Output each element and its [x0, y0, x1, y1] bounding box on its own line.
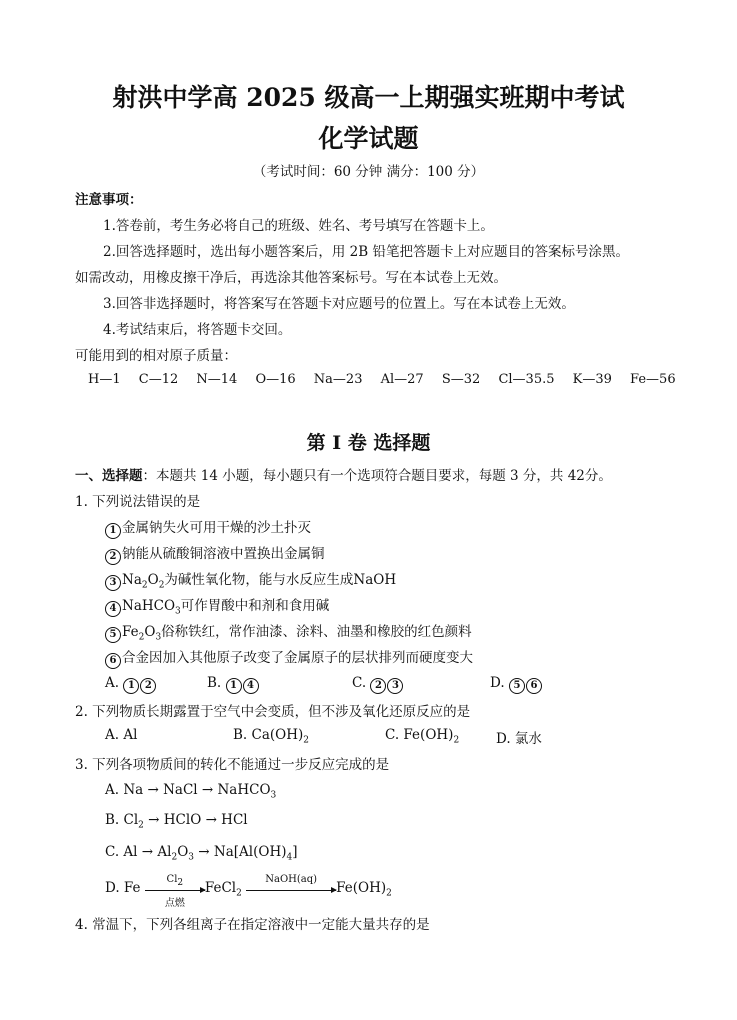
q3-stem: 3. 下列各项物质间的转化不能通过一步反应完成的是 [75, 757, 390, 773]
formula-sub: 2 [138, 820, 144, 831]
q3-option-a-text: A. Na → NaCl → NaHCO [105, 782, 271, 798]
instruction-heading: 一、选择题 [75, 468, 143, 484]
q2-option-b-text: B. Ca(OH) [233, 727, 304, 743]
q3-option-c-text: C. Al → Al [105, 844, 172, 860]
formula-part: Fe [122, 624, 139, 640]
q4-stem: 4. 常温下，下列各组离子在指定溶液中一定能大量共存的是 [75, 917, 430, 933]
reaction-arrow-2 [246, 874, 336, 891]
q1-statement-6-text: 合金因加入其他原子改变了金属原子的层状排列而硬度变大 [122, 650, 473, 666]
exam-info: （考试时间：60 分钟 满分：100 分） [252, 164, 485, 180]
formula-sub: 2 [386, 888, 392, 899]
circled-5: 5 [105, 627, 121, 643]
reagent-text: Cl [166, 874, 178, 885]
circled-4: 4 [105, 601, 121, 617]
q1-option-b [207, 675, 260, 694]
formula-sub: 4 [286, 852, 293, 863]
q2-option-a: A. Al [105, 727, 138, 743]
q2-option-d: D. 氯水 [496, 731, 542, 747]
formula-sub: 2 [303, 735, 309, 746]
option-letter: B. [207, 675, 222, 691]
q3-option-b-rest: → HClO → HCl [143, 812, 248, 828]
circled-5: 5 [509, 678, 525, 694]
arrow-1-condition: 点燃 [164, 898, 185, 909]
formula-sub: 2 [453, 735, 460, 746]
q3-option-c [105, 844, 298, 863]
arrow-2-reagent: NaOH(aq) [265, 874, 318, 885]
mass-o: O—16 [255, 372, 296, 387]
bracket-close: ] [292, 844, 298, 860]
circled-2: 2 [105, 549, 121, 565]
arrow-shaft [145, 890, 205, 891]
q1-statement-3-text: 为碱性氧化物，能与水反应生成NaOH [164, 572, 397, 588]
q2-option-c [385, 727, 459, 746]
section-title: 第 I 卷 选择题 [306, 432, 431, 454]
circled-6: 6 [526, 678, 542, 694]
mass-c: C—12 [138, 372, 179, 387]
circled-4: 4 [243, 678, 259, 694]
q1-statement-5-text: 俗称铁红，常作油漆、涂料、油墨和橡胶的红色颜料 [161, 624, 472, 640]
reaction-arrow-1 [145, 874, 205, 909]
circled-1: 1 [123, 678, 139, 694]
circled-2: 2 [370, 678, 386, 694]
q1-statement-6 [105, 646, 473, 669]
formula-sub: 2 [158, 580, 165, 591]
q3-option-b [105, 812, 248, 831]
notice-item-4: 4.考试结束后，将答题卡交回。 [103, 322, 292, 338]
mass-k: K—39 [572, 372, 612, 387]
circled-1: 1 [226, 678, 242, 694]
circled-3: 3 [387, 678, 403, 694]
q2-stem: 2. 下列物质长期露置于空气中会变质，但不涉及氧化还原反应的是 [75, 704, 471, 720]
formula-part: FeCl [204, 880, 237, 896]
q1-statement-4 [105, 594, 329, 617]
formula-sub: 3 [155, 632, 162, 643]
exam-subject: 化学试题 [318, 124, 419, 153]
instruction-text: ：本题共 14 小题，每小题只有一个选项符合题目要求，每题 3 分，共 42分。 [142, 468, 612, 484]
section-instruction [75, 464, 612, 484]
mass-h: H—1 [88, 372, 121, 387]
q1-option-d [490, 675, 543, 694]
formula-part: O [177, 844, 189, 860]
option-letter: D. [490, 675, 505, 691]
notice-heading: 注意事项： [75, 192, 143, 208]
formula-part: NaHCO [122, 598, 176, 614]
notice-item-2-cont: 如需改动，用橡皮擦干净后，再选涂其他答案标号。写在本试卷上无效。 [75, 270, 507, 286]
q3-option-b-text: B. Cl [105, 812, 139, 828]
q1-statement-5 [105, 620, 472, 643]
mass-cl: Cl—35.5 [498, 372, 555, 387]
formula-sub: 2 [177, 878, 184, 888]
circled-1: 1 [105, 523, 121, 539]
q3-option-d-label: D. Fe [105, 880, 141, 896]
atomic-mass-list [88, 372, 690, 387]
formula-sub: 2 [236, 888, 242, 899]
q3-option-d [105, 874, 392, 909]
q1-statement-1-text: 金属钠失火可用干燥的沙土扑灭 [122, 520, 311, 536]
mass-fe: Fe—56 [630, 372, 676, 387]
formula-sub: 3 [175, 606, 181, 617]
formula-sub: 2 [171, 852, 178, 863]
exam-title: 射洪中学高 2025 级高一上期强实班期中考试 [112, 83, 625, 112]
q3-option-c-rest: → Na[Al(OH) [194, 844, 287, 860]
circled-2: 2 [140, 678, 156, 694]
q1-statement-2-text: 钠能从硫酸铜溶液中置换出金属铜 [122, 546, 325, 562]
formula-sub: 2 [141, 580, 148, 591]
formula-sub: 2 [138, 632, 145, 643]
q1-statement-2 [105, 542, 325, 565]
q2-option-b [233, 727, 309, 746]
q2-option-c-text: C. Fe(OH) [385, 727, 454, 743]
arrow-shaft [246, 890, 336, 891]
q1-option-a [105, 675, 157, 694]
formula-part: Na [122, 572, 142, 588]
q1-stem: 1. 下列说法错误的是 [75, 494, 201, 510]
q1-statement-1 [105, 516, 311, 539]
notice-item-2: 2.回答选择题时，选出每小题答案后，用 2B 铅笔把答题卡上对应题目的答案标号涂黑。 [103, 244, 629, 260]
q3-option-a [105, 782, 276, 801]
formula-part: O [144, 624, 156, 640]
formula-part: O [147, 572, 159, 588]
circled-3: 3 [105, 575, 121, 591]
q1-statement-3 [105, 568, 396, 591]
mass-n: N—14 [196, 372, 238, 387]
notice-item-1: 1.答卷前，考生务必将自己的班级、姓名、考号填写在答题卡上。 [103, 218, 494, 234]
mass-al: Al—27 [380, 372, 424, 387]
atomic-mass-label: 可能用到的相对原子质量： [75, 348, 237, 364]
notice-item-3: 3.回答非选择题时，将答案写在答题卡对应题号的位置上。写在本试卷上无效。 [103, 296, 575, 312]
option-letter: A. [105, 675, 120, 691]
mass-na: Na—23 [313, 372, 363, 387]
option-letter: C. [352, 675, 367, 691]
formula-sub: 3 [270, 790, 277, 801]
q1-statement-4-text: 可作胃酸中和剂和食用碱 [180, 598, 330, 614]
mass-s: S—32 [441, 372, 481, 387]
formula-sub: 3 [188, 852, 195, 863]
formula-part: Fe(OH) [336, 880, 387, 896]
q1-option-c [352, 675, 404, 694]
arrow-1-reagent [145, 874, 205, 888]
circled-6: 6 [105, 653, 121, 669]
